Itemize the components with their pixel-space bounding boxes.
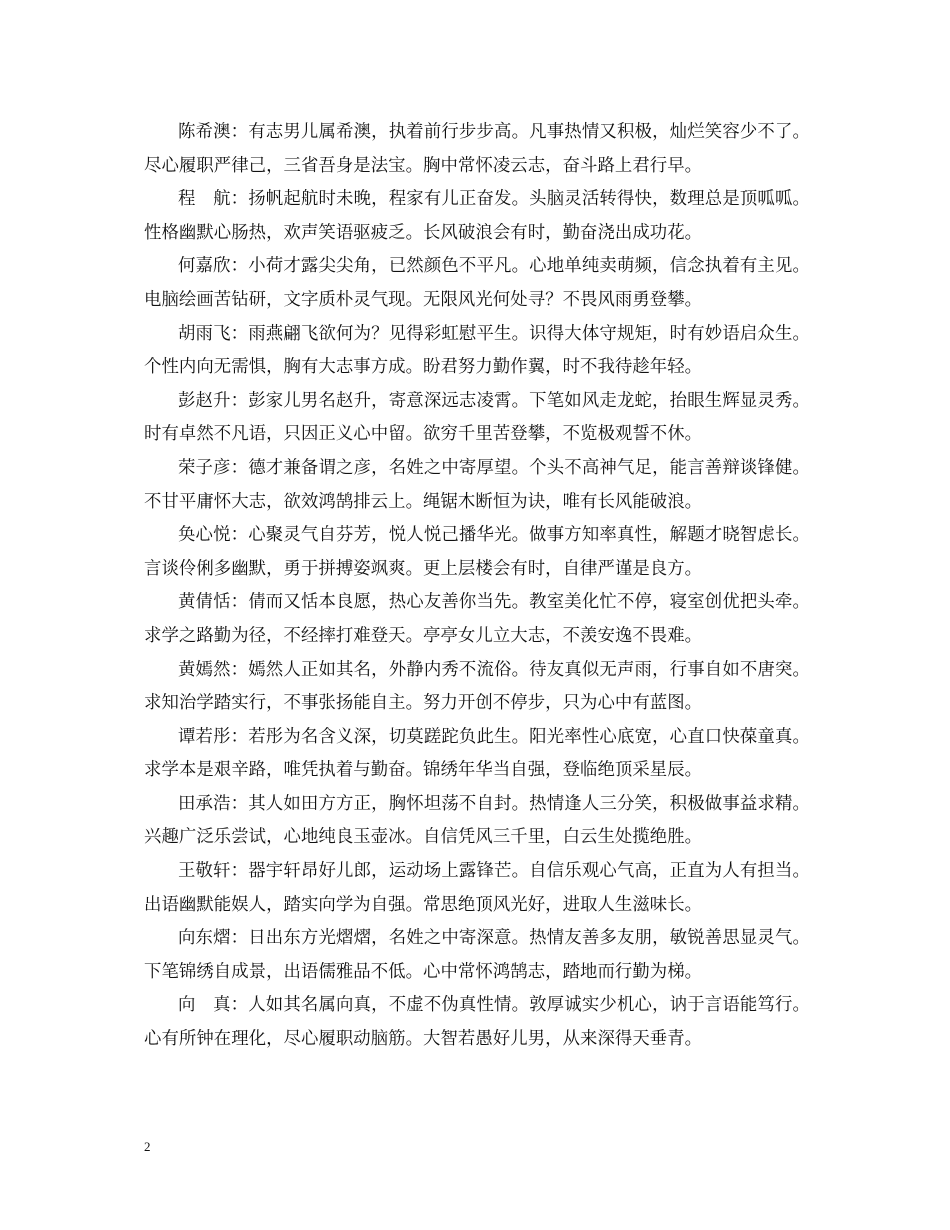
- comment-entry: 荣子彦：德才兼备谓之彦，名姓之中寄厚望。个头不高神气足，能言善辩谈锋健。不甘平庸怀大志，欲效鸿鹄排云上。绳锯木断恒为诀，唯有长风能破浪。: [144, 457, 810, 512]
- comment-entry: 向 真：人如其名属向真，不虚不伪真性情。敦厚诚实少机心，讷于言语能笃行。心有所钟在理化，尽心履职动脑筋。大智若愚好儿男，从来深得天垂青。: [144, 995, 810, 1050]
- comment-entry: 黄嫣然：嫣然人正如其名，外静内秀不流俗。待友真似无声雨，行事自如不唐突。求知治学踏实行，不事张扬能自主。努力开创不停步，只为心中有蓝图。: [144, 659, 810, 714]
- comment-entry: 向东熠：日出东方光熠熠，名姓之中寄深意。热情友善多友朋，敏锐善思显灵气。下笔锦绣自成景，出语儒雅品不低。心中常怀鸿鹄志，踏地而行勤为梯。: [144, 928, 810, 982]
- comment-entry: 谭若彤：若彤为名含义深，切莫蹉跎负此生。阳光率性心底宽，心直口快葆童真。求学本是艰辛路，唯凭执着与勤奋。锦绣年华当自强，登临绝顶采星辰。: [144, 726, 810, 781]
- comment-entry: 程 航：扬帆起航时未晚，程家有儿正奋发。头脑灵活转得快，数理总是顶呱呱。性格幽默心肠热，欢声笑语驱疲乏。长风破浪会有时，勤奋浇出成功花。: [144, 189, 810, 243]
- page-number: 2: [144, 1139, 151, 1154]
- comment-entry: 胡雨飞：雨燕翩飞欲何为？见得彩虹慰平生。识得大体守规矩，时有妙语启众生。个性内向无需惧，胸有大志事方成。盼君努力勤作翼，时不我待趁年轻。: [144, 323, 810, 378]
- comment-entry: 黄倩恬：倩而又恬本良愿，热心友善你当先。教室美化忙不停，寝室创优把头牵。求学之路勤为径，不经摔打难登天。亭亭女儿立大志，不羡安逸不畏难。: [144, 592, 810, 646]
- comments-body: [144, 116, 810, 1057]
- comment-entry: 彭赵升：彭家儿男名赵升，寄意深远志凌霄。下笔如风走龙蛇，抬眼生辉显灵秀。时有卓然不凡语，只因正义心中留。欲穷千里苦登攀，不览极观誓不休。: [144, 390, 810, 445]
- comment-entry: 王敬轩：器宇轩昂好儿郎，运动场上露锋芒。自信乐观心气高，正直为人有担当。出语幽默能娱人，踏实向学为自强。常思绝顶风光好，进取人生滋味长。: [144, 861, 810, 915]
- comment-entry: 陈希澳：有志男儿属希澳，执着前行步步高。凡事热情又积极，灿烂笑容少不了。尽心履职严律己，三省吾身是法宝。胸中常怀凌云志，奋斗路上君行早。: [144, 122, 810, 176]
- comment-entry: 田承浩：其人如田方方正，胸怀坦荡不自封。热情逢人三分笑，积极做事益求精。兴趣广泛乐尝试，心地纯良玉壶冰。自信凭风三千里，白云生处揽绝胜。: [144, 793, 810, 848]
- comment-entry: 何嘉欣：小荷才露尖尖角，已然颜色不平凡。心地单纯卖萌频，信念执着有主见。电脑绘画苦钻研，文字质朴灵气现。无限风光何处寻？不畏风雨勇登攀。: [144, 256, 810, 310]
- comment-entry: 奂心悦：心聚灵气自芬芳，悦人悦己播华光。做事方知率真性，解题才晓智虑长。言谈伶俐多幽默，勇于拼搏姿飒爽。更上层楼会有时，自律严谨是良方。: [144, 525, 810, 579]
